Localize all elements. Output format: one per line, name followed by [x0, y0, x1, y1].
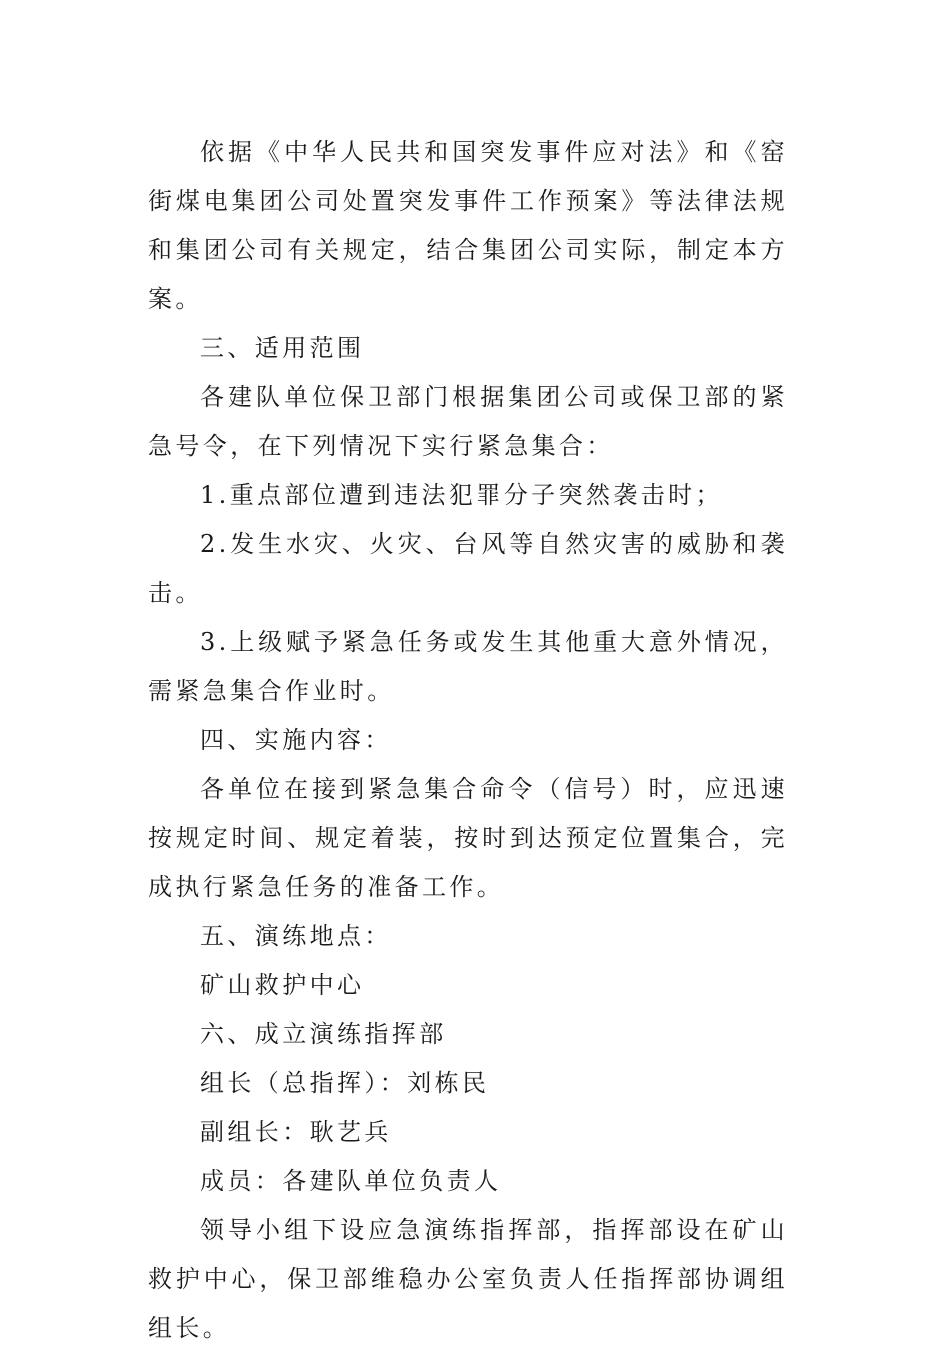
paragraph-members: 成员：各建队单位负责人 [200, 1167, 502, 1195]
heading-implementation: 四、实施内容： [200, 726, 392, 754]
list-item-1: 1.重点部位遭到违法犯罪分子突然袭击时； [200, 481, 723, 509]
paragraph-scope: 各建队单位保卫部门根据集团公司或保卫部的紧急号令，在下列情况下实行紧急集合： [148, 383, 788, 460]
paragraph-implementation: 各单位在接到紧急集合命令（信号）时，应迅速按规定时间、规定着装，按时到达预定位置集合，完成执行紧急任务的准备工作。 [148, 775, 788, 901]
paragraph-legal-basis: 依据《中华人民共和国突发事件应对法》和《窑街煤电集团公司处置突发事件工作预案》等法律法规和集团公司有关规定，结合集团公司实际，制定本方案。 [148, 138, 788, 313]
list-item-3: 3.上级赋予紧急任务或发生其他重大意外情况，需紧急集合作业时。 [148, 628, 788, 705]
paragraph-deputy-leader: 副组长：耿艺兵 [200, 1118, 392, 1146]
document-body [148, 128, 788, 1353]
paragraph-drill-location: 矿山救护中心 [200, 971, 365, 999]
heading-scope: 三、适用范围 [200, 334, 365, 362]
heading-command: 六、成立演练指挥部 [200, 1020, 447, 1048]
paragraph-command-setup: 领导小组下设应急演练指挥部，指挥部设在矿山救护中心，保卫部维稳办公室负责人任指挥部协调组组长。 [148, 1216, 788, 1342]
list-item-2: 2.发生水灾、火灾、台风等自然灾害的威胁和袭击。 [148, 530, 788, 607]
paragraph-group-leader: 组长（总指挥）：刘栋民 [200, 1069, 490, 1097]
heading-drill-location: 五、演练地点： [200, 922, 392, 950]
